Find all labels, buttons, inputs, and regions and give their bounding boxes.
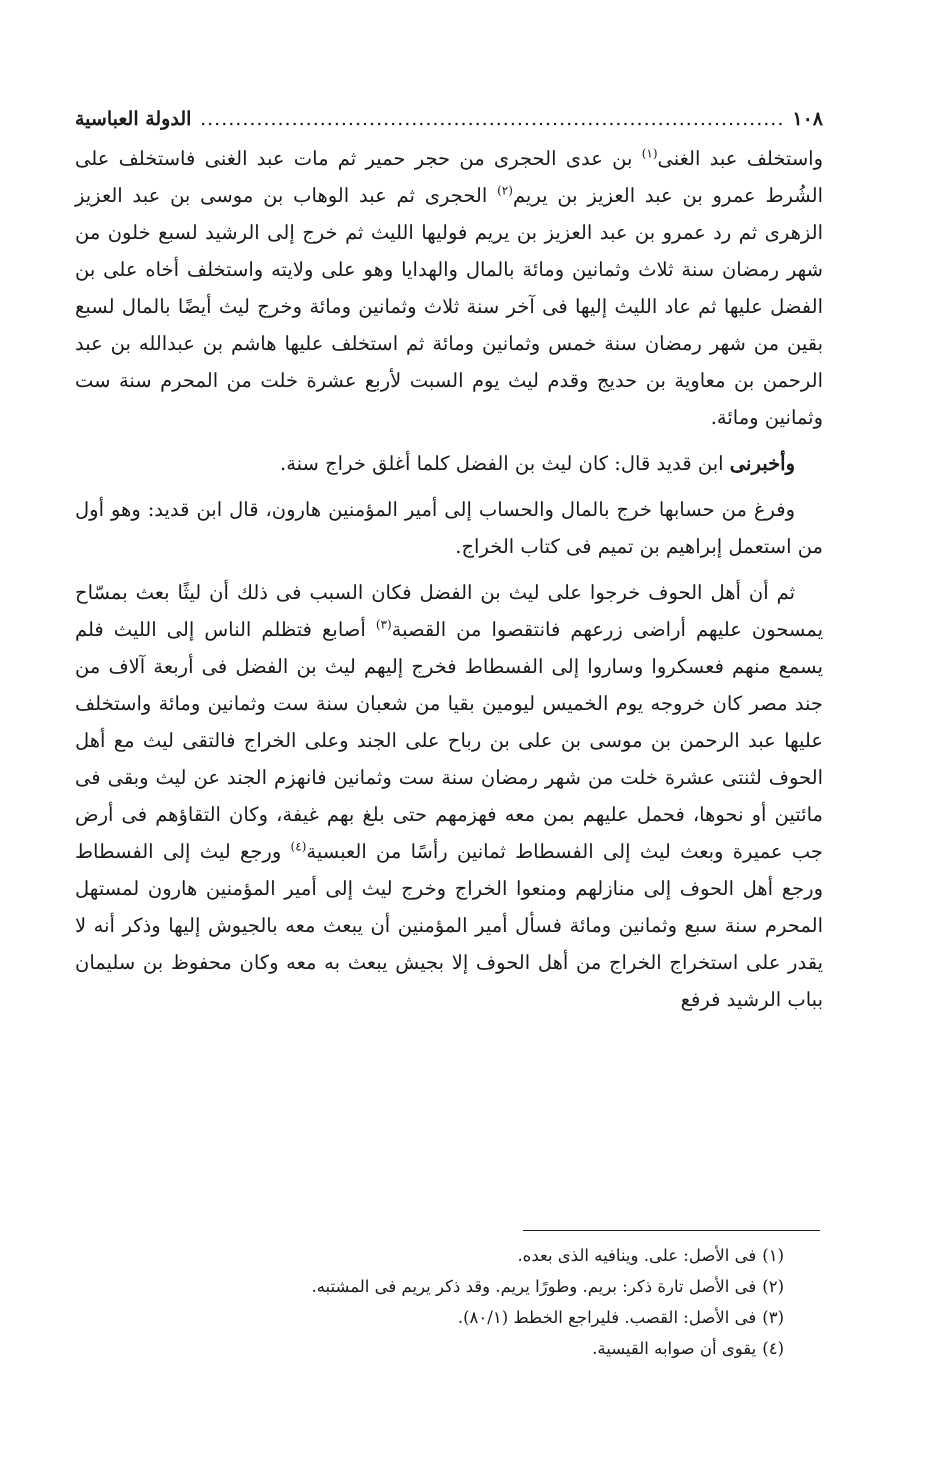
paragraph-text: وفرغ من حسابها خرج بالمال والحساب إلى أمير المؤمنين هارون، قال ابن قديد: وهو أول من استعمل إبراهيم بن تميم فى كتاب الخراج. bbox=[75, 498, 823, 558]
book-page bbox=[75, 108, 823, 1018]
lead-word: وأخبرنى bbox=[729, 452, 795, 475]
footnote-text: فى الأصل: على. وينافيه الذى بعده. bbox=[517, 1246, 757, 1265]
paragraph-text: أصابع فتظلم الناس إلى الليث فلم يسمع منهم فعسكروا وساروا إلى الفسطاط فخرج إليهم ليث بن الفضل فى أربعة آلاف من جند مصر كان خروجه يوم الخميس ليومين بقيا من شعبان سنة ست وثمانين ومائة واستخلف عليها عبد الرحمن بن موسى بن على بن رباح على الجند وعلى الخراج فالتقى ليث مع أهل الحوف لثنتى عشرة خلت من شهر رمضان سنة ست وثمانين فانهزم الجند عن ليث وبقى فى مائتين أو نحوها، فحمل عليهم بمن معه فهزمهم حتى بلغ بهم غيفة، وكان التقاؤهم فى أرض جب عميرة وبعث ليث إلى الفسطاط ثمانين رأسًا من العبسية bbox=[75, 618, 823, 863]
footnote-item bbox=[224, 1333, 784, 1364]
book-title: الدولة العباسية bbox=[75, 108, 192, 130]
paragraph-text: ورجع ليث إلى الفسطاط ورجع أهل الحوف إلى منازلهم ومنعوا الخراج وخرج ليث إلى أمير المؤمنين هارون لمستهل المحرم سنة سبع وثمانين ومائة فسأل أمير المؤمنين أن يبعث معه بالجيوش إليها وذكر أنه لا يقدر على استخراج الخراج من أهل الحوف إلا بجيش يبعث به معه وكان محفوظ بن سليمان بباب الرشيد فرفع bbox=[75, 840, 824, 1011]
running-head bbox=[75, 108, 823, 140]
page-number: ١٠٨ bbox=[792, 108, 823, 130]
footnote-number: (١) bbox=[762, 1246, 784, 1265]
paragraph-4 bbox=[75, 574, 823, 1018]
paragraph-text: ابن قديد قال: كان ليث بن الفضل كلما أغلق خراج سنة. bbox=[280, 452, 730, 475]
footnote-number: (٤) bbox=[762, 1339, 784, 1358]
footnote-text: فى الأصل: القصب. فليراجع الخطط (٨٠/١). bbox=[457, 1308, 757, 1327]
footnote-ref-4: (٤) bbox=[290, 839, 307, 854]
footnote-text: يقوى أن صوابه القيسية. bbox=[592, 1339, 757, 1358]
footnote-item bbox=[224, 1302, 784, 1333]
footnote-item bbox=[224, 1240, 784, 1271]
paragraph-text: الحجرى ثم عبد الوهاب بن موسى بن عبد العزيز الزهرى ثم رد عمرو بن عبد العزيز بن يريم فوليها الليث ثم خرج إلى الرشيد لسبع خلون من شهر رمضان سنة ثلاث وثمانين ومائة بالمال والهدايا وهو على ولايته واستخلف أخاه على بن الفضل عليها ثم عاد الليث إليها فى آخر سنة ثلاث وثمانين ومائة وخرج ليث أيضًا بالمال لسبع بقين من شهر رمضان سنة خمس وثمانين ومائة ثم استخلف عليها هاشم بن عبدالله بن عبد الرحمن بن معاوية بن حديج وقدم ليث يوم السبت لأربع عشرة خلت من المحرم سنة ست وثمانين ومائة. bbox=[75, 184, 823, 429]
paragraph-text: بن عدى الحجرى من حجر حمير ثم مات عبد الغنى فاستخلف على الشُرط عمرو بن عبد العزيز بن يريم bbox=[75, 147, 823, 207]
footnote-divider bbox=[523, 1230, 820, 1231]
footnote-number: (٢) bbox=[762, 1277, 784, 1296]
paragraph-text: ثم أن أهل الحوف خرجوا على ليث بن الفضل فكان السبب فى ذلك أن ليثًا بعث بمسّاح يمسحون عليهم أراضى زرعهم فانتقصوا من القصبة bbox=[75, 581, 823, 641]
paragraph-2 bbox=[75, 445, 823, 482]
paragraph-1 bbox=[75, 140, 823, 436]
footnote-text: فى الأصل تارة ذكر: بريم. وطورًا يريم. وقد ذكر يريم فى المشتبه. bbox=[311, 1277, 757, 1296]
body-text bbox=[75, 140, 823, 1018]
footnote-ref-1: (١) bbox=[641, 146, 658, 161]
footnote-item bbox=[224, 1271, 784, 1302]
footnote-ref-3: (٣) bbox=[375, 617, 392, 632]
paragraph-text: واستخلف عبد الغنى bbox=[657, 147, 823, 170]
footnotes bbox=[224, 1240, 784, 1364]
footnote-number: (٣) bbox=[762, 1308, 784, 1327]
footnote-ref-2: (٢) bbox=[497, 183, 513, 198]
leader-dots bbox=[199, 108, 784, 130]
paragraph-3 bbox=[75, 491, 823, 565]
